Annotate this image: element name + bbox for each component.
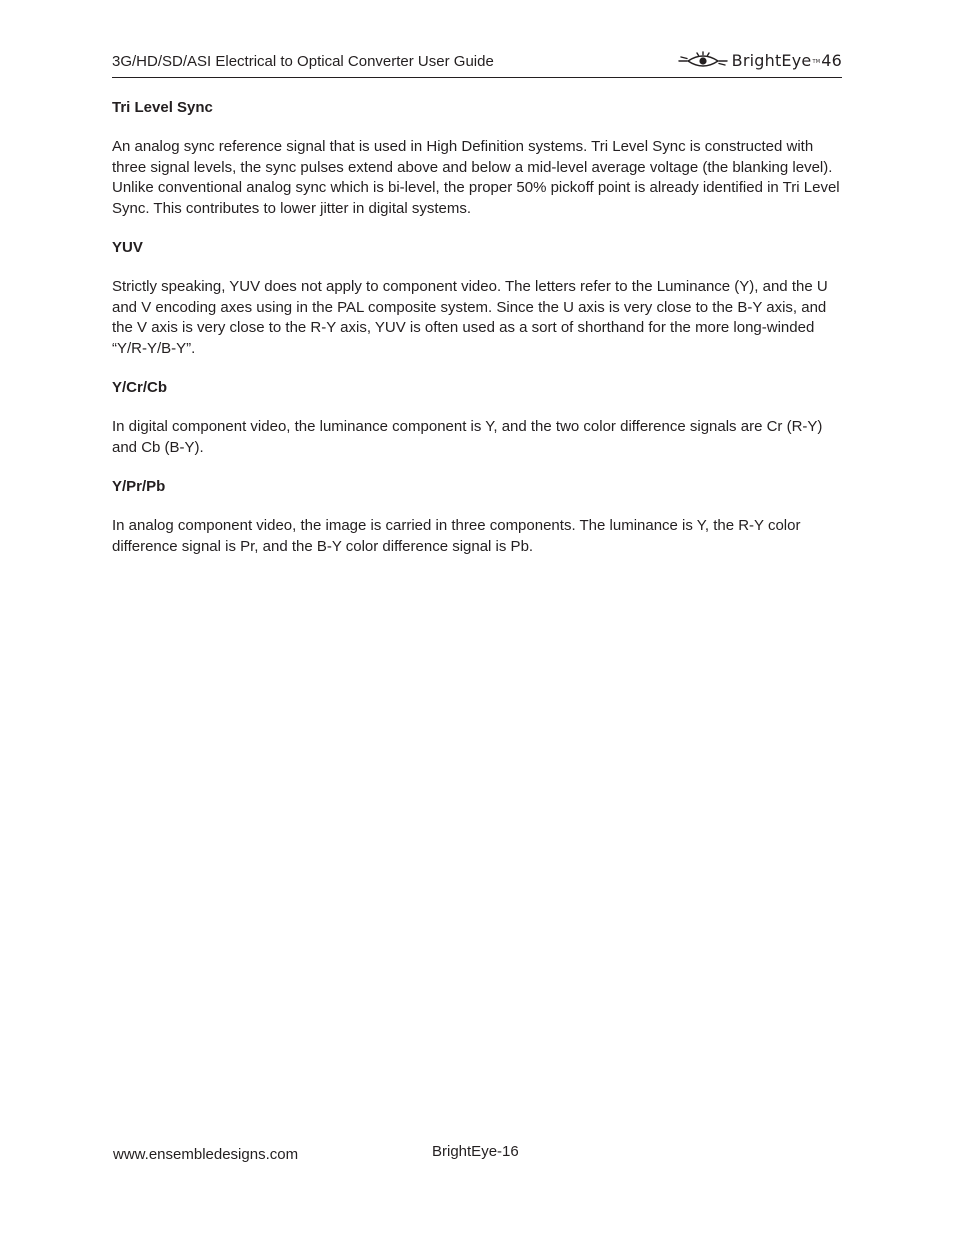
heading-y-pr-pb: Y/Pr/Pb	[112, 478, 166, 495]
heading-yuv: YUV	[112, 239, 143, 256]
footer-page-number: BrightEye-16	[432, 1143, 519, 1160]
document-title: 3G/HD/SD/ASI Electrical to Optical Converter User Guide	[112, 53, 494, 70]
logo-brand: BrightEye	[731, 51, 812, 70]
logo-brand-text	[732, 52, 842, 70]
paragraph-yuv: Strictly speaking, YUV does not apply to component video. The letters refer to the Luminance (Y), and the U and V encoding axes using in the PAL composite system. Since the U axis is very close to the B-Y axis, and the V axis is very close to the R-Y axis, YUV is often used as a sort of shorthand for the more long-winded “Y/R-Y/B-Y”.	[112, 278, 828, 357]
page-content	[112, 98, 840, 576]
heading-y-cr-cb: Y/Cr/Cb	[112, 379, 168, 396]
footer-website-link[interactable]: www.ensembledesigns.com	[113, 1146, 299, 1163]
logo-trademark: TM	[812, 59, 821, 65]
logo-model-number: 46	[821, 51, 842, 70]
page-header	[112, 50, 842, 78]
eye-logo-icon	[678, 51, 728, 71]
brighteye-logo	[678, 50, 842, 72]
heading-tri-level-sync: Tri Level Sync	[112, 99, 213, 116]
paragraph-y-cr-cb: In digital component video, the luminance component is Y, and the two color difference signals are Cr (R-Y) and Cb (B-Y).	[112, 418, 823, 456]
paragraph-y-pr-pb: In analog component video, the image is carried in three components. The luminance is Y, the R-Y color difference signal is Pr, and the B-Y color difference signal is Pb.	[112, 517, 801, 555]
paragraph-tri-level-sync: An analog sync reference signal that is used in High Definition systems. Tri Level Sync is constructed with three signal levels, the sync pulses extend above and below a mid-level average voltage (the blanking level). Unlike conventional analog sync which is bi-level, the proper 50% pickoff point is already identified in Tri Level Sync. This contributes to lower jitter in digital systems.	[112, 138, 840, 217]
